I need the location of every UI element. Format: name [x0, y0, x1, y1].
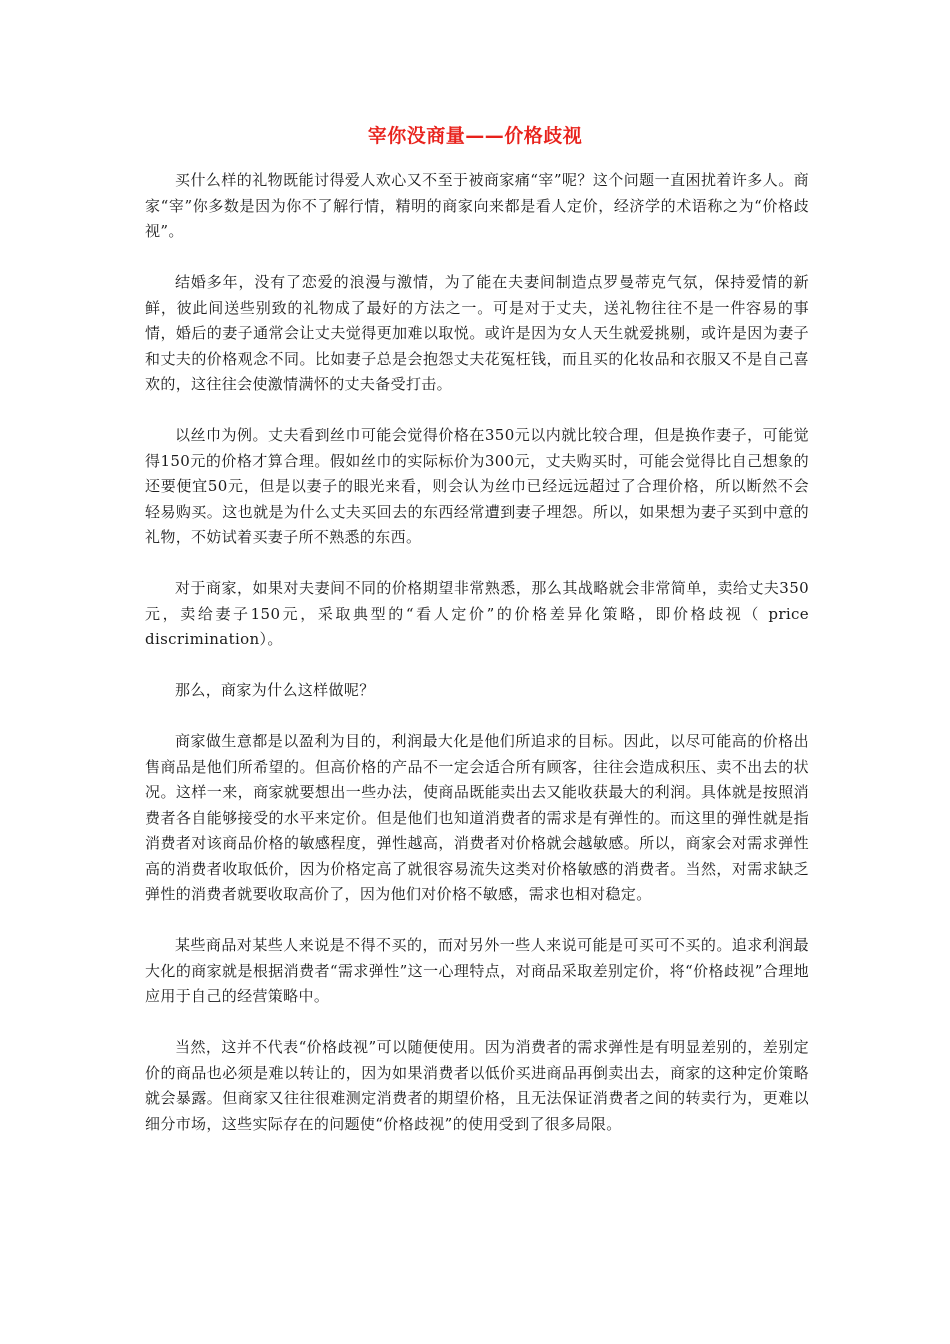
paragraph: 当然，这并不代表“价格歧视”可以随便使用。因为消费者的需求弹性是有明显差别的，差别定价的商品也必须是难以转让的，因为如果消费者以低价买进商品再倒卖出去，商家的这种定价策略就会暴露。但商家又往往很难测定消费者的期望价格，且无法保证消费者之间的转卖行为，更难以细分市场，这些实际存在的问题使“价格歧视”的使用受到了很多局限。 — [145, 1038, 809, 1133]
paragraph: 以丝巾为例。丈夫看到丝巾可能会觉得价格在350元以内就比较合理，但是换作妻子，可能觉得150元的价格才算合理。假如丝巾的实际标价为300元，丈夫购买时，可能会觉得比自己想象的还要便宜50元，但是以妻子的眼光来看，则会认为丝巾已经远远超过了合理价格，所以断然不会轻易购买。这也就是为什么丈夫买回去的东西经常遭到妻子埋怨。所以，如果想为妻子买到中意的礼物，不妨试着买妻子所不熟悉的东西。 — [145, 426, 809, 546]
paragraph: 某些商品对某些人来说是不得不买的，而对另外一些人来说可能是可买可不买的。追求利润最大化的商家就是根据消费者“需求弹性”这一心理特点，对商品采取差别定价，将“价格歧视”合理地应用于自己的经营策略中。 — [145, 936, 809, 1005]
document-body — [145, 168, 809, 1163]
paragraph: 那么，商家为什么这样做呢？ — [175, 681, 375, 699]
paragraph: 对于商家，如果对夫妻间不同的价格期望非常熟悉，那么其战略就会非常简单，卖给丈夫350元，卖给妻子150元，采取典型的“看人定价”的价格差异化策略，即价格歧视（ price discrimination）。 — [145, 579, 809, 648]
document-title: 宰你没商量——价格歧视 — [367, 125, 583, 147]
paragraph: 买什么样的礼物既能讨得爱人欢心又不至于被商家痛“宰”呢？这个问题一直困扰着许多人。商家“宰”你多数是因为你不了解行情，精明的商家向来都是看人定价，经济学的术语称之为“价格歧视”。 — [145, 171, 809, 240]
paragraph: 商家做生意都是以盈利为目的，利润最大化是他们所追求的目标。因此，以尽可能高的价格出售商品是他们所希望的。但高价格的产品不一定会适合所有顾客，往往会造成积压、卖不出去的状况。这样一来，商家就要想出一些办法，使商品既能卖出去又能收获最大的利润。具体就是按照消费者各自能够接受的水平来定价。但是他们也知道消费者的需求是有弹性的。而这里的弹性就是指消费者对该商品价格的敏感程度，弹性越高，消费者对价格就会越敏感。所以，商家会对需求弹性高的消费者收取低价，因为价格定高了就很容易流失这类对价格敏感的消费者。当然，对需求缺乏弹性的消费者就要收取高价了，因为他们对价格不敏感，需求也相对稳定。 — [145, 732, 809, 903]
paragraph: 结婚多年，没有了恋爱的浪漫与激情，为了能在夫妻间制造点罗曼蒂克气氛，保持爱情的新鲜，彼此间送些别致的礼物成了最好的方法之一。可是对于丈夫，送礼物往往不是一件容易的事情，婚后的妻子通常会让丈夫觉得更加难以取悦。或许是因为女人天生就爱挑剔，或许是因为妻子和丈夫的价格观念不同。比如妻子总是会抱怨丈夫花冤枉钱，而且买的化妆品和衣服又不是自己喜欢的，这往往会使激情满怀的丈夫备受打击。 — [145, 273, 809, 393]
